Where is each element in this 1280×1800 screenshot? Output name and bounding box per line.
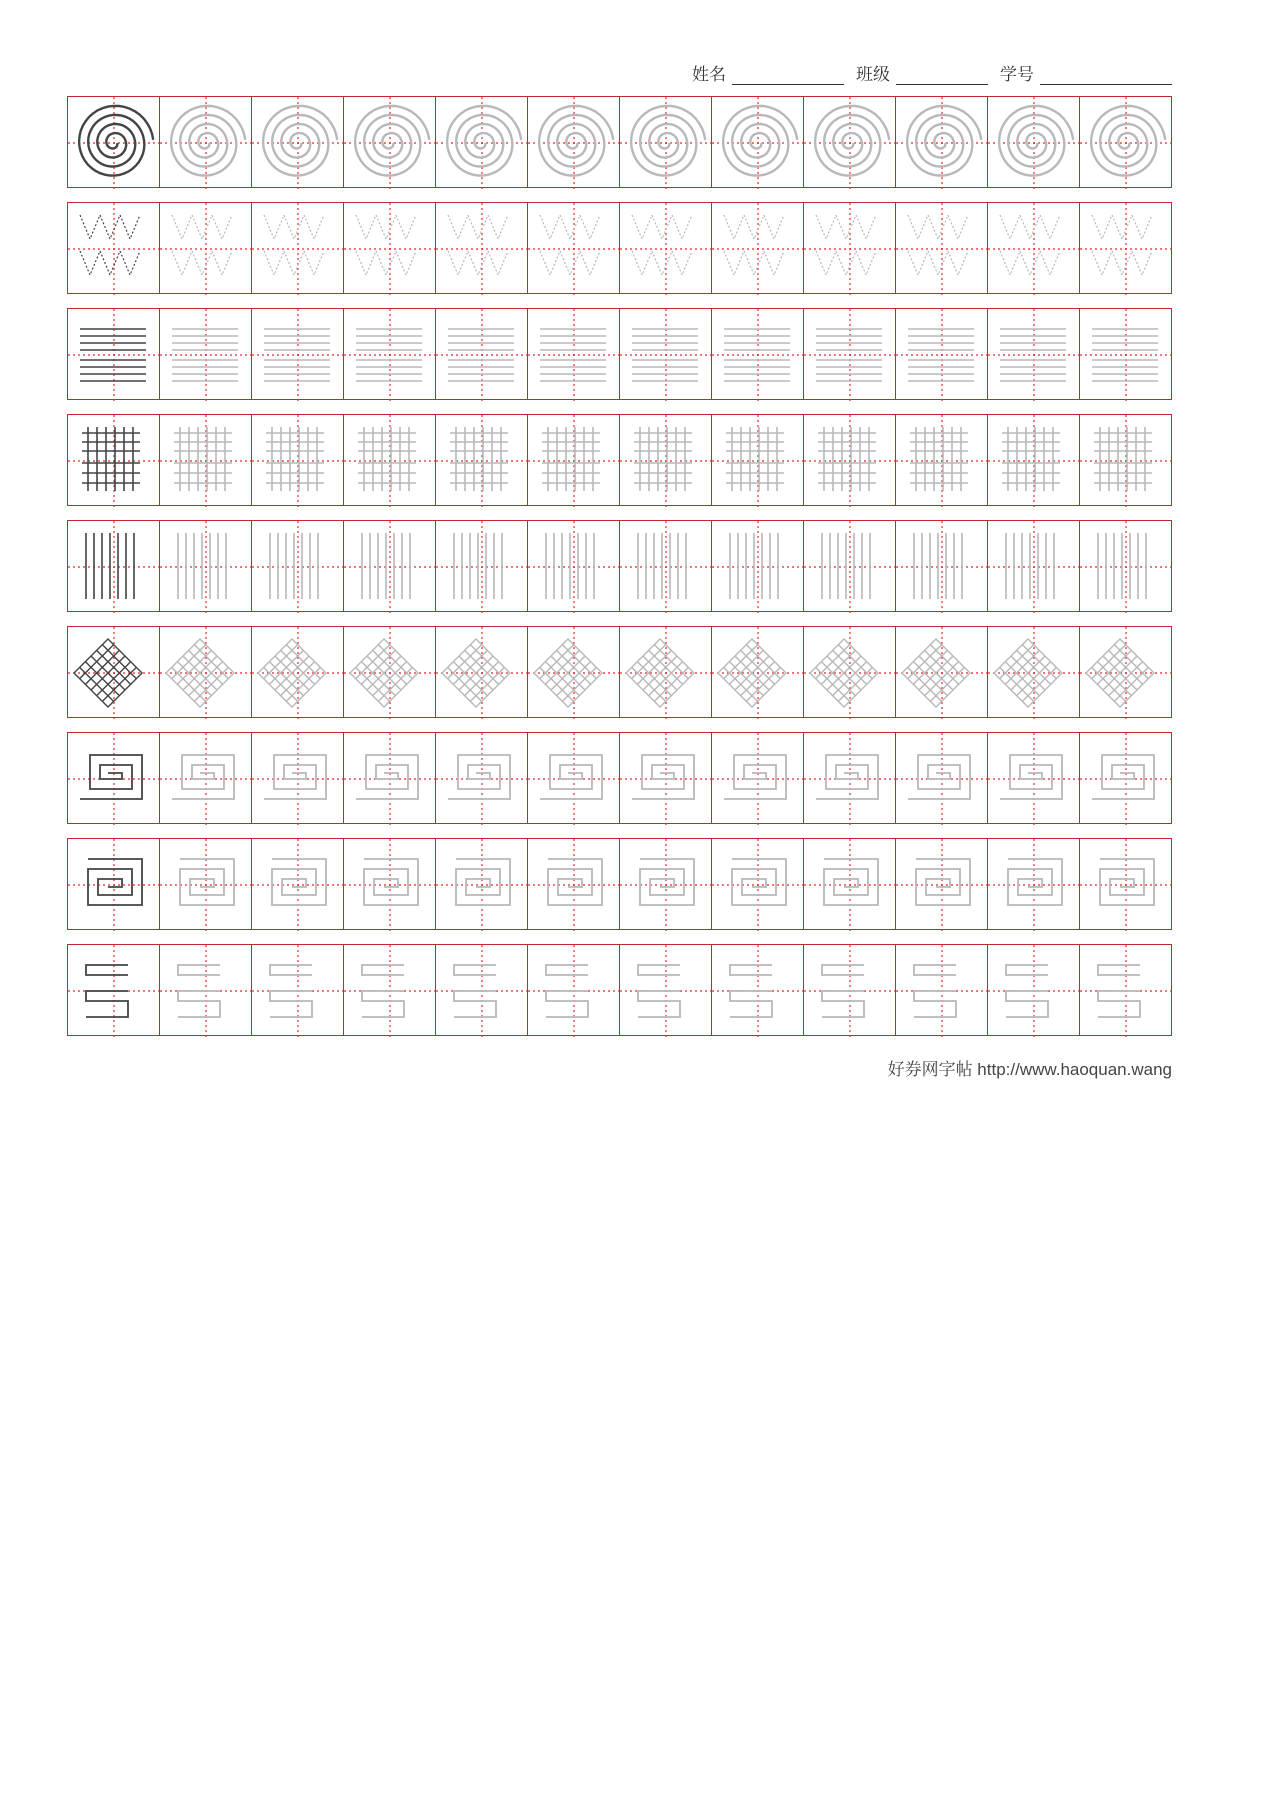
class-label: 班级 [856,65,890,85]
round-spiral-trace-pattern [528,97,620,189]
trace-cell[interactable] [528,732,620,824]
trace-cell[interactable] [712,626,804,718]
model-cell[interactable] [68,838,160,930]
round-spiral-model-pattern [68,97,160,189]
zigzag-w-trace-pattern [804,203,896,295]
diamond-lattice-model-pattern [68,627,160,719]
trace-cell[interactable] [988,308,1080,400]
trace-cell[interactable] [160,626,252,718]
square-spiral-b-trace-pattern [252,839,344,931]
trace-cell[interactable] [528,520,620,612]
hash-grid-trace-pattern [1080,415,1172,507]
trace-cell[interactable] [712,944,804,1036]
trace-cell[interactable] [896,732,988,824]
model-cell[interactable] [68,944,160,1036]
trace-cell[interactable] [344,202,436,294]
practice-row-square-spiral-b [67,838,1177,930]
hash-grid-trace-pattern [896,415,988,507]
s-meander-trace-pattern [896,945,988,1037]
trace-cell[interactable] [620,520,712,612]
trace-cell[interactable] [988,626,1080,718]
square-spiral-a-trace-pattern [804,733,896,825]
zigzag-w-trace-pattern [896,203,988,295]
s-meander-trace-pattern [344,945,436,1037]
square-spiral-b-trace-pattern [528,839,620,931]
square-spiral-b-trace-pattern [436,839,528,931]
hash-grid-trace-pattern [620,415,712,507]
trace-cell[interactable] [252,414,344,506]
trace-cell[interactable] [804,414,896,506]
diamond-lattice-trace-pattern [804,627,896,719]
s-meander-trace-pattern [528,945,620,1037]
trace-cell[interactable] [1080,96,1172,188]
trace-cell[interactable] [620,944,712,1036]
s-meander-trace-pattern [988,945,1080,1037]
trace-cell[interactable] [528,308,620,400]
vertical-lines-trace-pattern [344,521,436,613]
zigzag-w-trace-pattern [344,203,436,295]
trace-cell[interactable] [1080,414,1172,506]
trace-cell[interactable] [528,838,620,930]
diamond-lattice-trace-pattern [620,627,712,719]
s-meander-model-pattern [68,945,160,1037]
hash-grid-trace-pattern [252,415,344,507]
trace-cell[interactable] [528,96,620,188]
horizontal-lines-trace-pattern [712,309,804,401]
trace-cell[interactable] [620,308,712,400]
trace-cell[interactable] [436,838,528,930]
trace-cell[interactable] [344,944,436,1036]
round-spiral-trace-pattern [436,97,528,189]
horizontal-lines-trace-pattern [436,309,528,401]
trace-cell[interactable] [528,414,620,506]
round-spiral-trace-pattern [712,97,804,189]
zigzag-w-trace-pattern [988,203,1080,295]
vertical-lines-trace-pattern [896,521,988,613]
trace-cell[interactable] [988,838,1080,930]
trace-cell[interactable] [528,944,620,1036]
trace-cell[interactable] [1080,944,1172,1036]
trace-cell[interactable] [160,414,252,506]
trace-cell[interactable] [160,202,252,294]
vertical-lines-model-pattern [68,521,160,613]
vertical-lines-trace-pattern [712,521,804,613]
vertical-lines-trace-pattern [528,521,620,613]
trace-cell[interactable] [344,732,436,824]
round-spiral-trace-pattern [160,97,252,189]
square-spiral-a-trace-pattern [344,733,436,825]
trace-cell[interactable] [988,732,1080,824]
model-cell[interactable] [68,202,160,294]
zigzag-w-trace-pattern [712,203,804,295]
trace-cell[interactable] [896,96,988,188]
diamond-lattice-trace-pattern [528,627,620,719]
trace-cell[interactable] [712,202,804,294]
trace-cell[interactable] [160,838,252,930]
trace-cell[interactable] [252,202,344,294]
round-spiral-trace-pattern [344,97,436,189]
round-spiral-trace-pattern [896,97,988,189]
trace-cell[interactable] [252,96,344,188]
trace-cell[interactable] [528,202,620,294]
trace-cell[interactable] [344,838,436,930]
trace-cell[interactable] [344,626,436,718]
trace-cell[interactable] [712,96,804,188]
model-cell[interactable] [68,414,160,506]
horizontal-lines-trace-pattern [528,309,620,401]
square-spiral-a-trace-pattern [160,733,252,825]
square-spiral-b-trace-pattern [804,839,896,931]
student-info-header [692,60,1172,85]
square-spiral-b-model-pattern [68,839,160,931]
trace-cell[interactable] [620,414,712,506]
trace-cell[interactable] [252,944,344,1036]
trace-cell[interactable] [1080,520,1172,612]
round-spiral-trace-pattern [988,97,1080,189]
trace-cell[interactable] [252,308,344,400]
practice-row-diamond-lattice [67,626,1177,718]
square-spiral-a-trace-pattern [712,733,804,825]
trace-cell[interactable] [804,202,896,294]
trace-cell[interactable] [1080,202,1172,294]
diamond-lattice-trace-pattern [988,627,1080,719]
horizontal-lines-trace-pattern [896,309,988,401]
trace-cell[interactable] [804,626,896,718]
horizontal-lines-model-pattern [68,309,160,401]
trace-cell[interactable] [988,414,1080,506]
horizontal-lines-trace-pattern [160,309,252,401]
square-spiral-a-trace-pattern [436,733,528,825]
trace-cell[interactable] [804,838,896,930]
trace-cell[interactable] [436,202,528,294]
trace-cell[interactable] [344,96,436,188]
zigzag-w-trace-pattern [620,203,712,295]
trace-cell[interactable] [620,732,712,824]
vertical-lines-trace-pattern [160,521,252,613]
diamond-lattice-trace-pattern [252,627,344,719]
trace-cell[interactable] [620,96,712,188]
practice-row-hash-grid [67,414,1177,506]
square-spiral-a-trace-pattern [1080,733,1172,825]
vertical-lines-trace-pattern [252,521,344,613]
trace-cell[interactable] [804,96,896,188]
s-meander-trace-pattern [712,945,804,1037]
square-spiral-a-trace-pattern [988,733,1080,825]
trace-cell[interactable] [344,308,436,400]
square-spiral-b-trace-pattern [160,839,252,931]
trace-cell[interactable] [160,944,252,1036]
square-spiral-a-model-pattern [68,733,160,825]
diamond-lattice-trace-pattern [160,627,252,719]
trace-cell[interactable] [160,732,252,824]
trace-cell[interactable] [712,838,804,930]
s-meander-trace-pattern [804,945,896,1037]
round-spiral-trace-pattern [620,97,712,189]
trace-cell[interactable] [896,414,988,506]
trace-cell[interactable] [988,520,1080,612]
trace-cell[interactable] [620,626,712,718]
hash-grid-trace-pattern [528,415,620,507]
square-spiral-b-trace-pattern [620,839,712,931]
square-spiral-b-trace-pattern [344,839,436,931]
zigzag-w-model-pattern [68,203,160,295]
practice-row-horizontal-lines [67,308,1177,400]
trace-cell[interactable] [896,520,988,612]
trace-cell[interactable] [252,838,344,930]
hash-grid-trace-pattern [804,415,896,507]
vertical-lines-trace-pattern [436,521,528,613]
trace-cell[interactable] [252,732,344,824]
vertical-lines-trace-pattern [620,521,712,613]
trace-cell[interactable] [252,626,344,718]
trace-cell[interactable] [436,414,528,506]
trace-cell[interactable] [988,202,1080,294]
name-label: 姓名 [692,65,726,85]
round-spiral-trace-pattern [1080,97,1172,189]
square-spiral-b-trace-pattern [712,839,804,931]
hash-grid-trace-pattern [160,415,252,507]
practice-row-zigzag-w [67,202,1177,294]
model-cell[interactable] [68,520,160,612]
model-cell[interactable] [68,96,160,188]
round-spiral-trace-pattern [804,97,896,189]
trace-cell[interactable] [160,520,252,612]
vertical-lines-trace-pattern [804,521,896,613]
zigzag-w-trace-pattern [1080,203,1172,295]
horizontal-lines-trace-pattern [804,309,896,401]
vertical-lines-trace-pattern [988,521,1080,613]
footer-credit: 好券网字帖 http://www.haoquan.wang [887,1060,1172,1079]
zigzag-w-trace-pattern [528,203,620,295]
horizontal-lines-trace-pattern [252,309,344,401]
practice-row-square-spiral-a [67,732,1177,824]
trace-cell[interactable] [804,308,896,400]
trace-cell[interactable] [712,414,804,506]
practice-row-round-spiral [67,96,1177,188]
trace-cell[interactable] [344,414,436,506]
trace-cell[interactable] [1080,732,1172,824]
zigzag-w-trace-pattern [160,203,252,295]
trace-cell[interactable] [896,626,988,718]
diamond-lattice-trace-pattern [1080,627,1172,719]
trace-cell[interactable] [1080,838,1172,930]
trace-cell[interactable] [620,202,712,294]
practice-grid [67,96,1177,1050]
trace-cell[interactable] [712,732,804,824]
s-meander-trace-pattern [252,945,344,1037]
student-id-field[interactable] [1040,66,1172,85]
trace-cell[interactable] [896,308,988,400]
trace-cell[interactable] [1080,308,1172,400]
diamond-lattice-trace-pattern [712,627,804,719]
hash-grid-trace-pattern [712,415,804,507]
square-spiral-b-trace-pattern [1080,839,1172,931]
trace-cell[interactable] [436,732,528,824]
class-field[interactable] [896,66,988,85]
square-spiral-a-trace-pattern [896,733,988,825]
vertical-lines-trace-pattern [1080,521,1172,613]
trace-cell[interactable] [528,626,620,718]
trace-cell[interactable] [896,838,988,930]
practice-row-s-meander [67,944,1177,1036]
trace-cell[interactable] [712,520,804,612]
horizontal-lines-trace-pattern [988,309,1080,401]
trace-cell[interactable] [620,838,712,930]
trace-cell[interactable] [436,96,528,188]
horizontal-lines-trace-pattern [620,309,712,401]
zigzag-w-trace-pattern [436,203,528,295]
square-spiral-b-trace-pattern [988,839,1080,931]
trace-cell[interactable] [988,944,1080,1036]
practice-row-vertical-lines [67,520,1177,612]
trace-cell[interactable] [1080,626,1172,718]
zigzag-w-trace-pattern [252,203,344,295]
round-spiral-trace-pattern [252,97,344,189]
diamond-lattice-trace-pattern [344,627,436,719]
trace-cell[interactable] [436,944,528,1036]
horizontal-lines-trace-pattern [1080,309,1172,401]
trace-cell[interactable] [988,96,1080,188]
trace-cell[interactable] [344,520,436,612]
model-cell[interactable] [68,732,160,824]
model-cell[interactable] [68,308,160,400]
horizontal-lines-trace-pattern [344,309,436,401]
trace-cell[interactable] [896,202,988,294]
s-meander-trace-pattern [620,945,712,1037]
id-label: 学号 [1000,65,1034,85]
model-cell[interactable] [68,626,160,718]
trace-cell[interactable] [436,308,528,400]
hash-grid-trace-pattern [344,415,436,507]
square-spiral-a-trace-pattern [252,733,344,825]
trace-cell[interactable] [252,520,344,612]
diamond-lattice-trace-pattern [896,627,988,719]
diamond-lattice-trace-pattern [436,627,528,719]
hash-grid-trace-pattern [988,415,1080,507]
s-meander-trace-pattern [1080,945,1172,1037]
hash-grid-trace-pattern [436,415,528,507]
trace-cell[interactable] [160,96,252,188]
square-spiral-b-trace-pattern [896,839,988,931]
square-spiral-a-trace-pattern [620,733,712,825]
trace-cell[interactable] [804,520,896,612]
square-spiral-a-trace-pattern [528,733,620,825]
hash-grid-model-pattern [68,415,160,507]
trace-cell[interactable] [436,626,528,718]
trace-cell[interactable] [436,520,528,612]
trace-cell[interactable] [712,308,804,400]
s-meander-trace-pattern [160,945,252,1037]
trace-cell[interactable] [804,732,896,824]
trace-cell[interactable] [160,308,252,400]
name-field[interactable] [732,66,844,85]
trace-cell[interactable] [896,944,988,1036]
s-meander-trace-pattern [436,945,528,1037]
trace-cell[interactable] [804,944,896,1036]
